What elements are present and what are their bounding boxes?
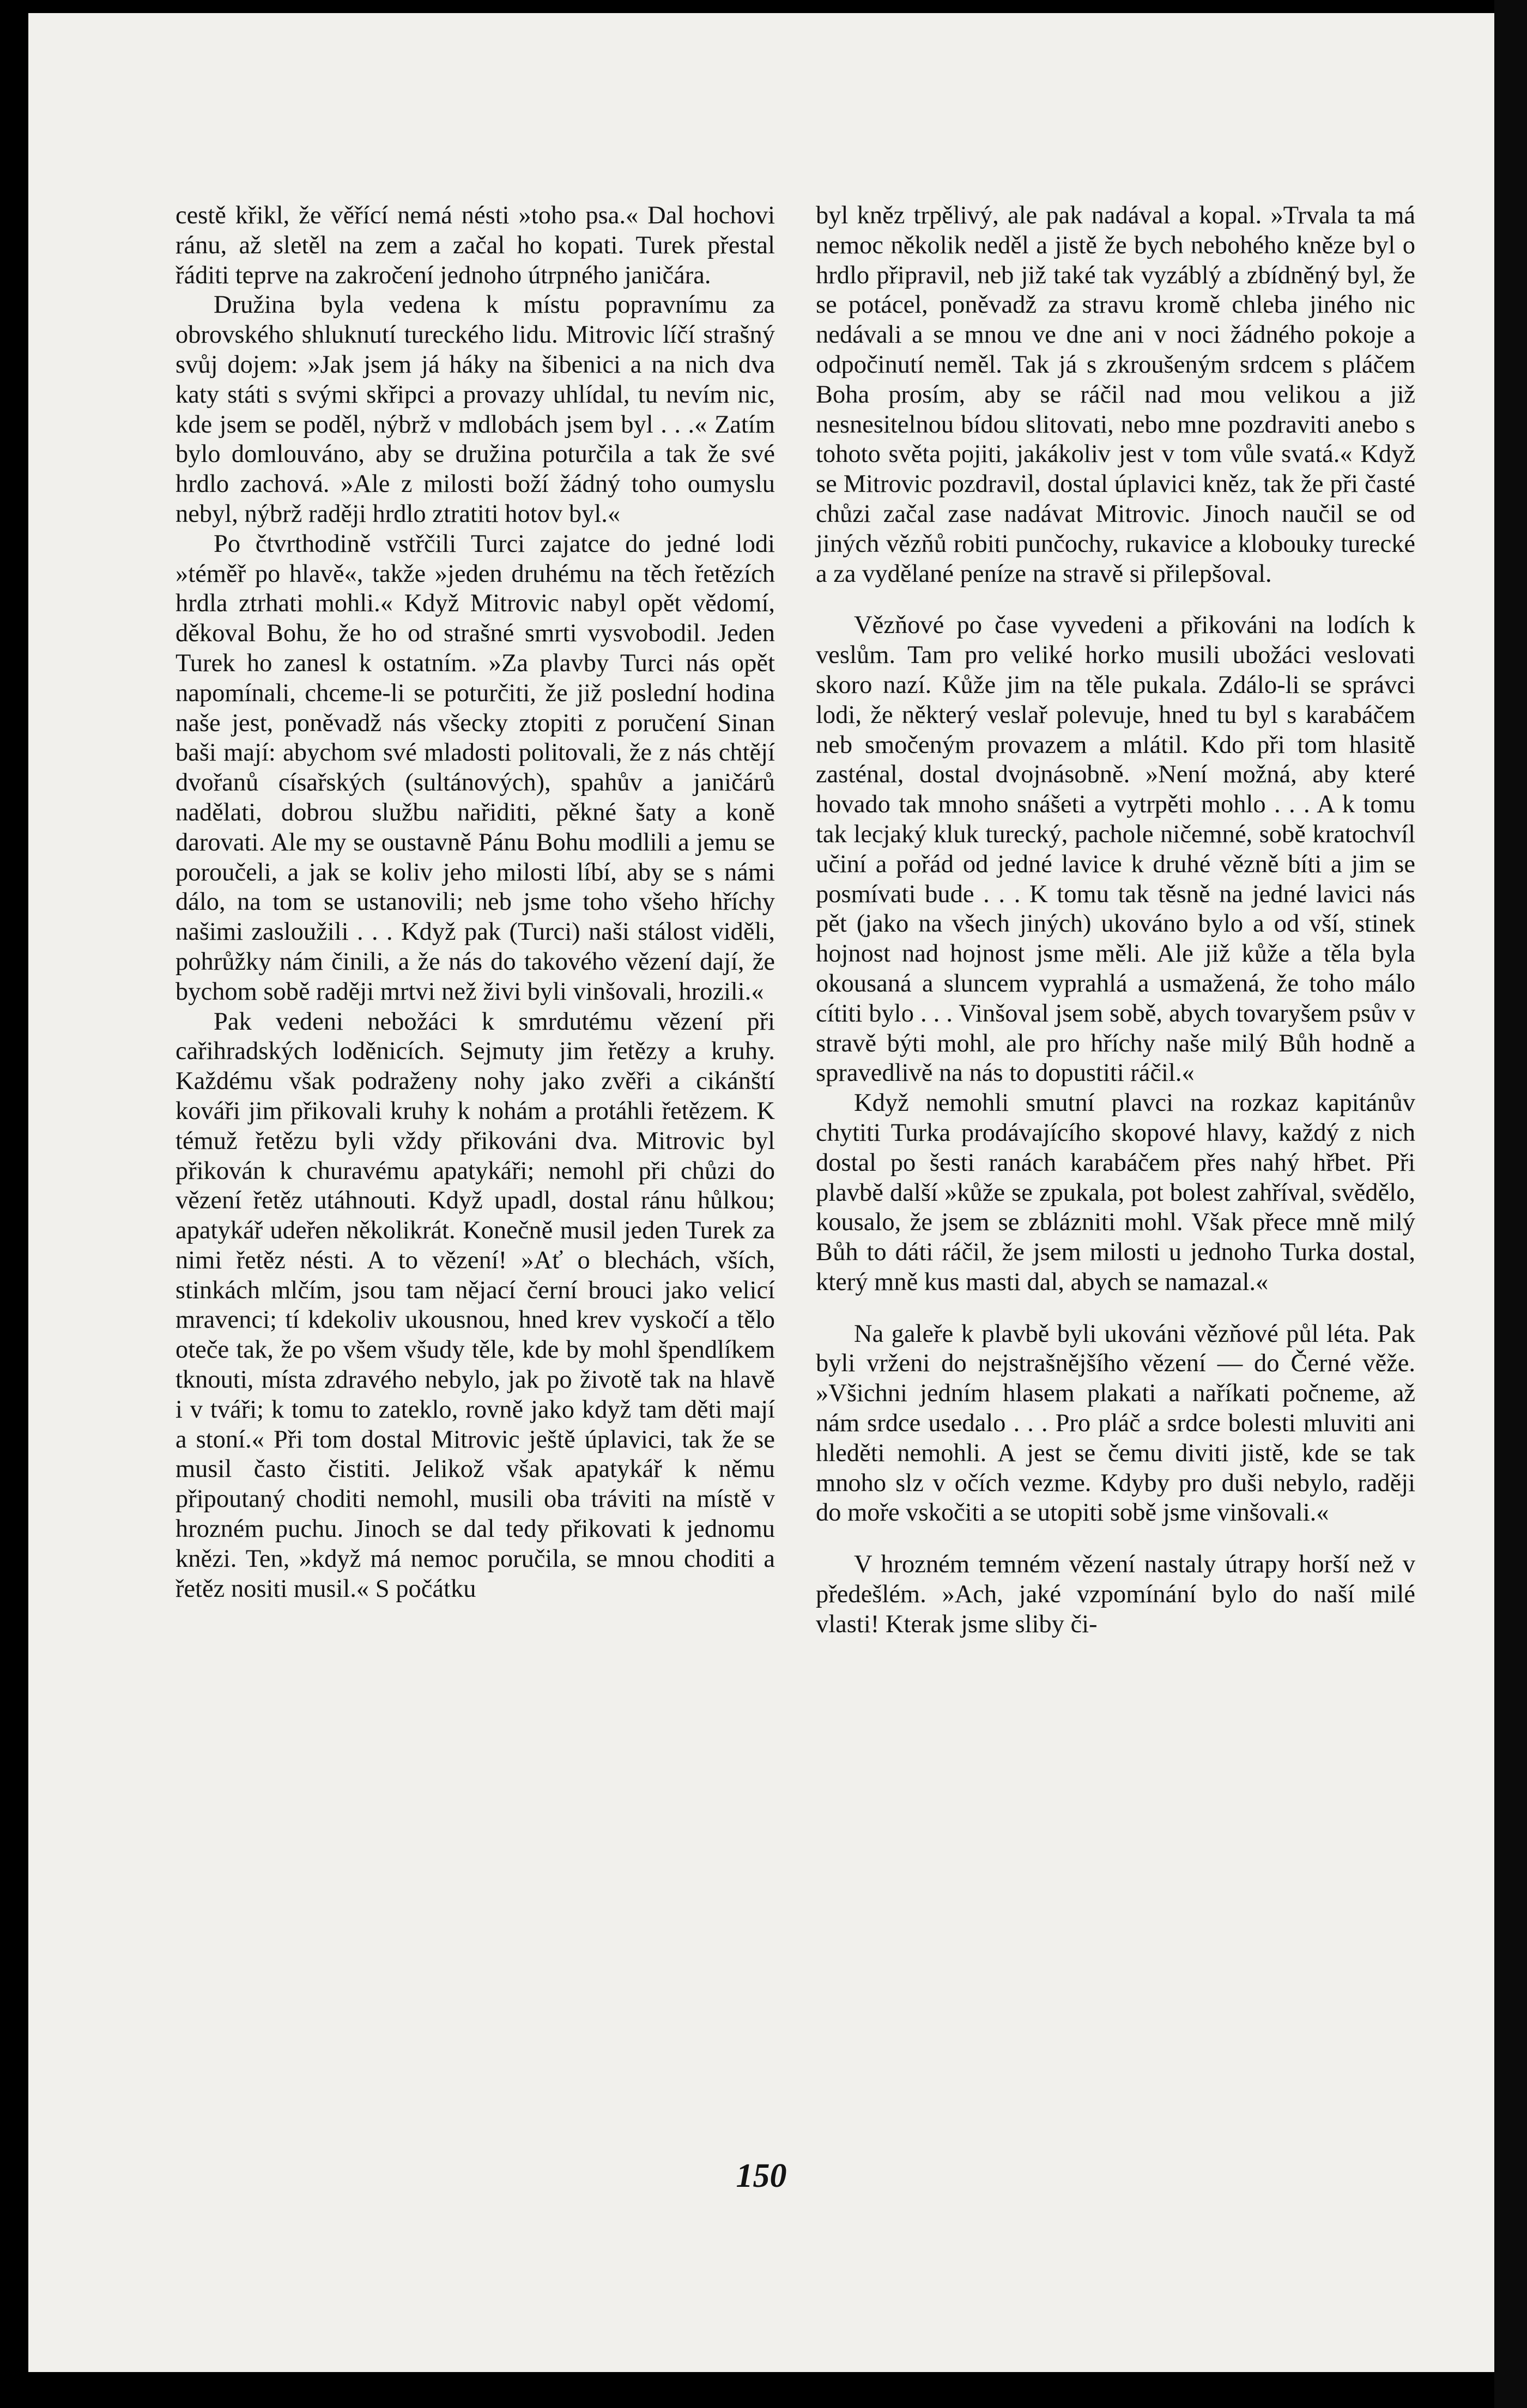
paragraph: V hrozném temném vězení nastaly útrapy horší než v předešlém. »Ach, jaké vzpomínání bylo do naší milé vlasti! Kterak jsme sliby či- (816, 1550, 1415, 1638)
scan-border (1494, 0, 1527, 2408)
page-number: 150 (736, 2157, 787, 2194)
right-column (816, 201, 1415, 1640)
paragraph: cestě křikl, že věřící nemá nésti »toho psa.« Dal hochovi ránu, až sletěl na zem a začal ho kopati. Turek přestal řáditi teprve na zakročení jednoho útrpného janičára. (175, 202, 775, 289)
paragraph: Když nemohli smutní plavci na rozkaz kapitánův chytiti Turka prodávajícího skopové hlavy, každý z nich dostal po šesti ranách karabáčem přes nahý hřbet. Při plavbě další »kůže se zpukala, pot bolest zahříval, svědělo, kousalo, že jsem se zblázniti mohl. Však přece mně milý Bůh to dáti ráčil, že jsem milosti u jednoho Turka dostal, který mně kus masti dal, abych se namazal.« (816, 1089, 1415, 1296)
left-column (175, 201, 775, 1604)
book-page (28, 13, 1494, 2372)
paragraph: Na galeře k plavbě byli ukováni vězňové půl léta. Pak byli vrženi do nejstrašnějšího vězení — do Černé věže. »Všichni jedním hlasem plakati a naříkati počneme, až nám srdce usedalo . . . Pro pláč a srdce bolesti mluviti ani hleděti nemohli. A jest se čemu diviti jistě, kde se tak mnoho slz v očích vezme. Kdyby pro duši nebylo, raději do moře vskočiti a se utopiti sobě jsme vinšovali.« (816, 1319, 1415, 1527)
paragraph: Po čtvrthodině vstřčili Turci zajatce do jedné lodi »téměř po hlavě«, takže »jeden druhému na těch řetězích hrdla ztrhati mohli.« Když Mitrovic nabyl opět vědomí, děkoval Bohu, že ho od strašné smrti vysvobodil. Jeden Turek ho zanesl k ostatním. »Za plavby Turci nás opět napomínali, chceme-li se poturčiti, že již poslední hodina naše jest, poněvadž nás všecky ztopiti z poručení Sinan baši mají: abychom své mladosti politovali, že z nás chtějí dvořanů císařských (sultánových), spahův a janičárů nadělati, dobrou službu nařiditi, pěkné šaty a koně darovati. Ale my se oustavně Pánu Bohu modlili a jemu se poroučeli, a jak se koliv jeho milosti líbí, aby se s námi dálo, na tom se ustanovili; neb jsme toho všeho hříchy našimi zasloužili . . . Když pak (Turci) naši stálost viděli, pohrůžky nám činili, a že nás do takového vězení dají, že bychom sobě raději mrtvi než živi byli vinšovali, hrozili.« (175, 530, 775, 1006)
paragraph: Družina byla vedena k místu popravnímu za obrovského shluknutí tureckého lidu. Mitrovic líčí strašný svůj dojem: »Jak jsem já háky na šibenici a na nich dva katy státi s svými skřipci a provazy uhlídal, tu nevím nic, kde jsem se poděl, nýbrž v mdlobách jsem byl . . .« Zatím bylo domlouváno, aby se družina poturčila a tak že své hrdlo zachová. »Ale z milosti boží žádný toho oumyslu nebyl, nýbrž raději hrdlo ztratiti hotov byl.« (175, 291, 775, 528)
paragraph: byl kněz trpělivý, ale pak nadával a kopal. »Trvala ta má nemoc několik neděl a jistě že bych nebohého kněze byl o hrdlo připravil, neb již také tak vyzáblý a zbídněný byl, že se potácel, poněvadž za stravu kromě chleba jiného nic nedávali a se mnou ve dne ani v noci žádného pokoje a odpočinutí neměl. Tak já s zkroušeným srdcem s pláčem Boha prosím, aby se ráčil nad mou velikou a již nesnesitelnou bídou slitovati, nebo mne pozdraviti anebo s tohoto světa pojiti, jakákoliv jest v tom vůle svatá.« Když se Mitrovic pozdravil, dostal úplavici kněz, tak že při časté chůzi začal zase nadávat Mitrovic. Jinoch naučil se od jiných vězňů robiti punčochy, rukavice a klobouky turecké a za vydělané peníze na stravě si přilepšoval. (816, 202, 1415, 588)
paragraph: Pak vedeni nebožáci k smrdutému vězení při cařihradských loděnicích. Sejmuty jim řetězy a kruhy. Každému však podraženy nohy jako zvěři a cikánští kováři jim přikovali kruhy k nohám a protáhli řetězem. K témuž řetězu byli vždy přikováni dva. Mitrovic byl přikován k churavému apatykáři; nemohl při chůzi do vězení řetěz utáhnouti. Když upadl, dostal ránu hůlkou; apatykář udeřen několikrát. Konečně musil jeden Turek za nimi řetěz nésti. A to vězení! »Ať o blechách, vších, stinkách mlčím, jsou tam nějací černí brouci jako velicí mravenci; tí kdekoliv ukousnou, hned krev vyskočí a tělo oteče tak, že po všem všudy těle, kde by mohl špendlíkem tknouti, místa zdravého nebylo, jak po životě tak na hlavě i v tváři; k tomu to zateklo, rovně jako když tam děti mají a stoní.« Při tom dostal Mitrovic ještě úplavici, tak že se musil často čistiti. Jelikož však apatykář k němu připoutaný choditi nemohl, musili oba tráviti na místě v hrozném puchu. Jinoch se dal tedy přikovati k jednomu knězi. Ten, »když má nemoc poručila, se mnou choditi a řetěz nositi musil.« S počátku (175, 1007, 775, 1603)
paragraph: Vězňové po čase vyvedeni a přikováni na lodích k veslům. Tam pro veliké horko musili ubožáci veslovati skoro nazí. Kůže jim na těle pukala. Zdálo-li se správci lodi, že některý veslař polevuje, hned tu byl s karabáčem neb smočeným provazem a mlátil. Kdo při tom hlasitě zasténal, dostal dvojnásobně. »Není možná, aby které hovado tak mnoho snášeti a vytrpěti mohlo . . . A k tomu tak lecjaký kluk turecký, pachole ničemné, sobě kratochvíl učiní a pořád od jedné lavice k druhé vězně bíti a jim se posmívati bude . . . K tomu tak těsně na jedné lavici nás pět (jako na všech jiných) ukováno bylo a od vší, stinek hojnost nad hojnost jsme měli. Ale již kůže a těla byla okousaná a sluncem vyprahlá a usmažená, že toho málo cítiti bylo . . . Vinšoval jsem sobě, abych tovaryšem psův v stravě býti mohl, ale pro hříchy naše milý Bůh hodně a spravedlivě na nás to dopustiti ráčil.« (816, 611, 1415, 1087)
